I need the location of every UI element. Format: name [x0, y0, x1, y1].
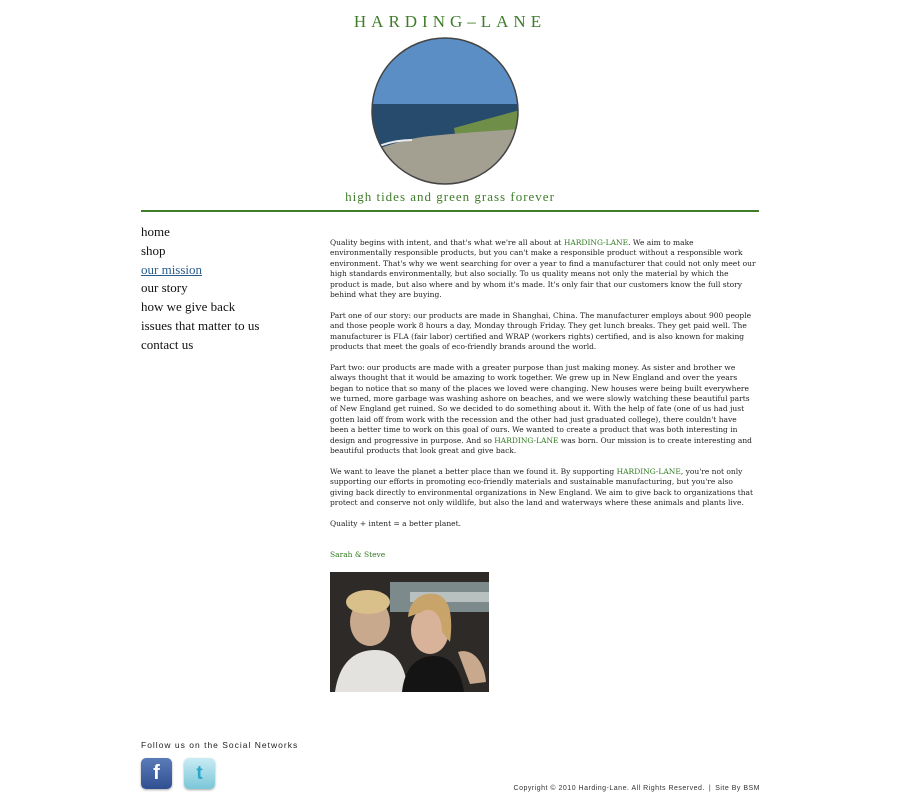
founders-photo: [330, 572, 489, 692]
brand-mention: HARDING-LANE: [563, 238, 629, 247]
nav-contact-us[interactable]: contact us: [141, 336, 194, 352]
footer-separator: |: [708, 785, 712, 792]
copyright-text: Copyright © 2010 Harding-Lane. All Rights Reserved.: [513, 785, 705, 792]
signature: Sarah & Steve: [330, 550, 386, 559]
mission-content: [330, 238, 756, 540]
social-heading: Follow us on the Social Networks: [141, 740, 299, 750]
logo-beach-circle[interactable]: [370, 36, 520, 186]
logo-sky: [370, 36, 520, 104]
site-credit-link[interactable]: Site By BSM: [715, 785, 760, 792]
mission-paragraph-5: Quality + intent = a better planet.: [330, 518, 461, 528]
facebook-icon[interactable]: f: [141, 758, 172, 789]
main-nav: [141, 223, 321, 355]
brand-mention: HARDING-LANE: [494, 435, 559, 445]
nav-how-we-give-back[interactable]: how we give back: [141, 299, 236, 315]
nav-our-story[interactable]: our story: [141, 280, 188, 296]
nav-home[interactable]: home: [141, 224, 170, 239]
nav-shop[interactable]: shop: [141, 242, 166, 258]
nav-our-mission[interactable]: our mission: [141, 261, 203, 277]
mission-paragraph-1: Quality begins with intent, and that's what we're all about at HARDING-LANE. We aim to make environmentally responsible products, but you can't make a responsible product without a responsible work environment. That's why we went searching for over a year to find a manufacturer that could not only meet our high standards environmentally, but also socially. To us quality means not only the material by which the product is made, but also where and by whom it's made. It's only fair that our customers know the full story behind what they are buying.: [330, 238, 756, 300]
footer: [514, 785, 760, 792]
header-divider: [141, 210, 759, 212]
brand-wordmark[interactable]: HARDING–LANE: [353, 12, 547, 31]
twitter-icon[interactable]: t: [184, 758, 215, 789]
mission-paragraph-4: We want to leave the planet a better place than we found it. By supporting HARDING-LANE, you're not only supporting our efforts in promoting eco-friendly materials and sustainable manufacturing, but you're also giving back directly to environmental organizations in New England. We aim to give back to organizations that protect and conserve not only wildlife, but also the land and waterways where these animals and plants live.: [330, 466, 754, 508]
brand-mention: HARDING-LANE: [616, 466, 681, 476]
nav-issues-that-matter[interactable]: issues that matter to us: [141, 317, 260, 333]
tagline: high tides and green grass forever: [345, 189, 555, 204]
mission-paragraph-3: Part two: our products are made with a greater purpose than just making money. As sister and brother we always thought that it would be amazing to work together. We grew up in New England and over the years began to notice that so many of the places we loved were changing. New houses were being built everywhere we turned, more garbage was washing ashore on beaches, and we were slowly watching these beautiful parts of New England get ruined. So we decided to do something about it. With the help of fate (one of us had just gotten laid off from work with the recession and the other had just graduated college), there couldn't have been a better time to work on this goal of ours. We wanted to create a product that was both interesting in design and progressive in purpose. And so HARDING-LANE was born. Our mission is to create interesting and beautiful products that look great and give back.: [330, 362, 752, 456]
mission-paragraph-2: Part one of our story: our products are made in Shanghai, China. The manufacturer employs about 900 people and those people work 8 hours a day, Monday through Friday. They get lunch breaks. They get paid well. The manufacturer is FLA (fair labor) certified and WRAP (workers rights) certified, and is also known for making products that meet the goals of eco-friendly brands around the world.: [330, 310, 752, 352]
